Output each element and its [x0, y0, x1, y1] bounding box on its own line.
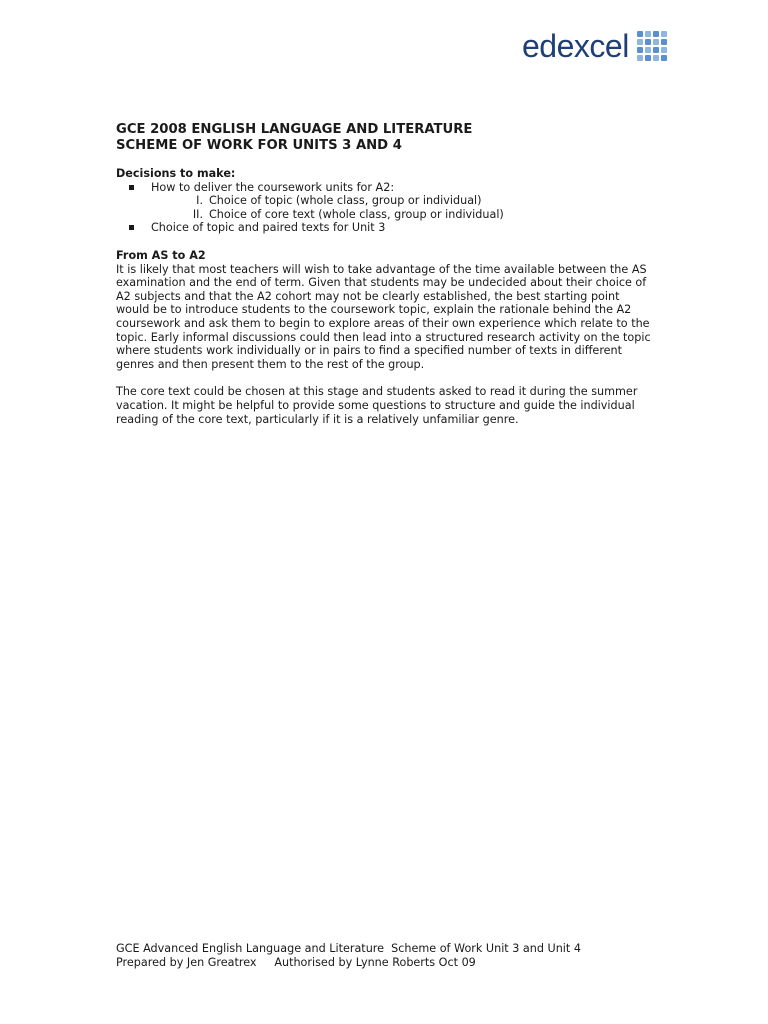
- list-item-text: Choice of topic and paired texts for Unit 3: [151, 221, 386, 235]
- footer-line-1: GCE Advanced English Language and Literature Scheme of Work Unit 3 and Unit 4: [116, 942, 581, 955]
- list-item: [116, 221, 656, 235]
- page-footer: [116, 942, 581, 969]
- sub-item-number: II.: [192, 207, 203, 221]
- sub-list-item: [151, 208, 656, 222]
- decisions-list: [116, 181, 656, 235]
- logo-wordmark: edexcel: [522, 28, 629, 64]
- sub-item-text: Choice of topic (whole class, group or individual): [209, 194, 482, 208]
- footer-line-2: Prepared by Jen Greatrex Authorised by Lynne Roberts Oct 09: [116, 955, 476, 969]
- sub-list: [151, 194, 656, 221]
- list-item-text: How to deliver the coursework units for A2:: [151, 180, 395, 194]
- sub-item-number: I.: [196, 194, 203, 208]
- document-body: [116, 122, 656, 426]
- title-line-2: SCHEME OF WORK FOR UNITS 3 AND 4: [116, 137, 402, 153]
- sub-list-item: [151, 194, 656, 208]
- document-title: [116, 122, 656, 153]
- logo-grid-icon: [637, 31, 667, 61]
- sub-item-text: Choice of core text (whole class, group or individual): [209, 207, 504, 221]
- decisions-heading: Decisions to make:: [116, 167, 236, 180]
- paragraph-2: The core text could be chosen at this stage and students asked to read it during the summer vacation. It might be helpful to provide some questions to structure and guide the individual reading of the core text, particularly if it is a relatively unfamiliar genre.: [116, 385, 638, 426]
- paragraph-1: It is likely that most teachers will wish to take advantage of the time available between the AS examination and the end of term. Given that students may be undecided about their choice of A2 subjects and that the A2 cohort may not be clearly established, the best starting point would be to introduce students to the coursework topic, explain the rationale behind the A2 coursework and ask them to begin to explore areas of their own experience which relate to the topic. Early informal discussions could then lead into a structured research activity on the topic where students work individually or in pairs to find a specified number of texts in different genres and then present them to the rest of the group.: [116, 262, 651, 371]
- edexcel-logo: [522, 30, 667, 62]
- list-item: [116, 181, 656, 222]
- section-heading: From AS to A2: [116, 248, 206, 262]
- title-line-1: GCE 2008 ENGLISH LANGUAGE AND LITERATURE: [116, 122, 473, 137]
